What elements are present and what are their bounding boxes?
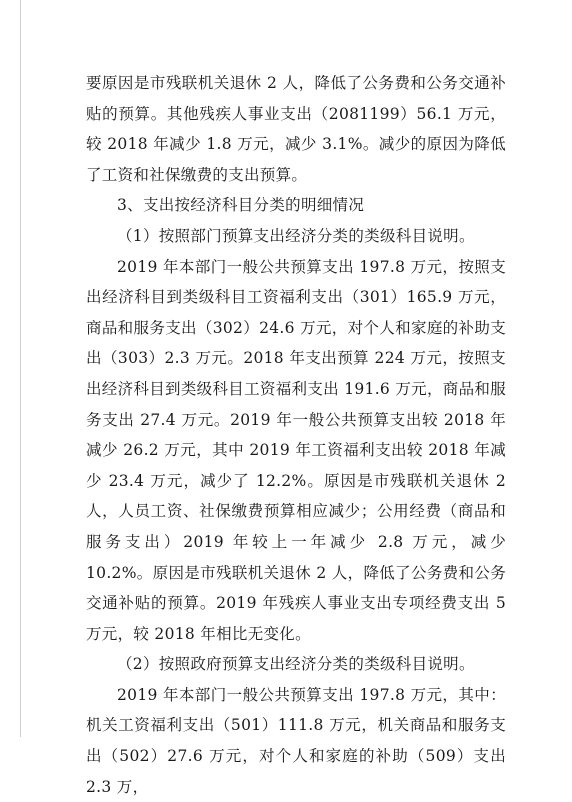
document-body (86, 68, 506, 802)
subsection-heading-2: （2）按照政府预算支出经济分类的类级科目说明。 (117, 655, 475, 674)
page-left-edge (20, 0, 21, 737)
paragraph-department-budget: 2019 年本部门一般公共预算支出 197.8 万元，按照支出经济科目到类级科目工资福利支出（301）165.9 万元，商品和服务支出（302）24.6 万元，对个人和家庭的补助支出（303）2.3 万元。2018 年支出预算 224 万元，按照支出经济科目到类级科目工资福利支出 191.6 万元，商品和服务支出 27.4 万元。2019 年一般公共预算支出较 2018 年减少 26.2 万元，其中 2019 年工资福利支出较 2018 年减少 23.4 万元，减少了 12.2%。原因是市残联机关退休 2 人，人员工资、社保缴费预算相应减少；公用经费（商品和服务支出）2019 年较上一年减少 2.8 万元，减少 10.2%。原因是市残联机关退休 2 人，降低了公务费和公务交通补贴的预算。2019 年残疾人事业支出专项经费支出 5 万元，较 2018 年相比无变化。 (86, 257, 506, 643)
paragraph-continuation: 要原因是市残联机关退休 2 人，降低了公务费和公务交通补贴的预算。其他残疾人事业支出（2081199）56.1 万元，较 2018 年减少 1.8 万元，减少 3.1%。减少的原因为降低了工资和社保缴费的支出预算。 (86, 74, 506, 184)
paragraph-government-budget: 2019 年本部门一般公共预算支出 197.8 万元，其中：机关工资福利支出（501）111.8 万元，机关商品和服务支出（502）27.6 万元，对个人和家庭的补助（509）支出 2.3 万， (86, 685, 506, 796)
subsection-heading-1: （1）按照部门预算支出经济分类的类级科目说明。 (117, 226, 475, 245)
section-heading-3: 3、支出按经济科目分类的明细情况 (117, 196, 365, 215)
